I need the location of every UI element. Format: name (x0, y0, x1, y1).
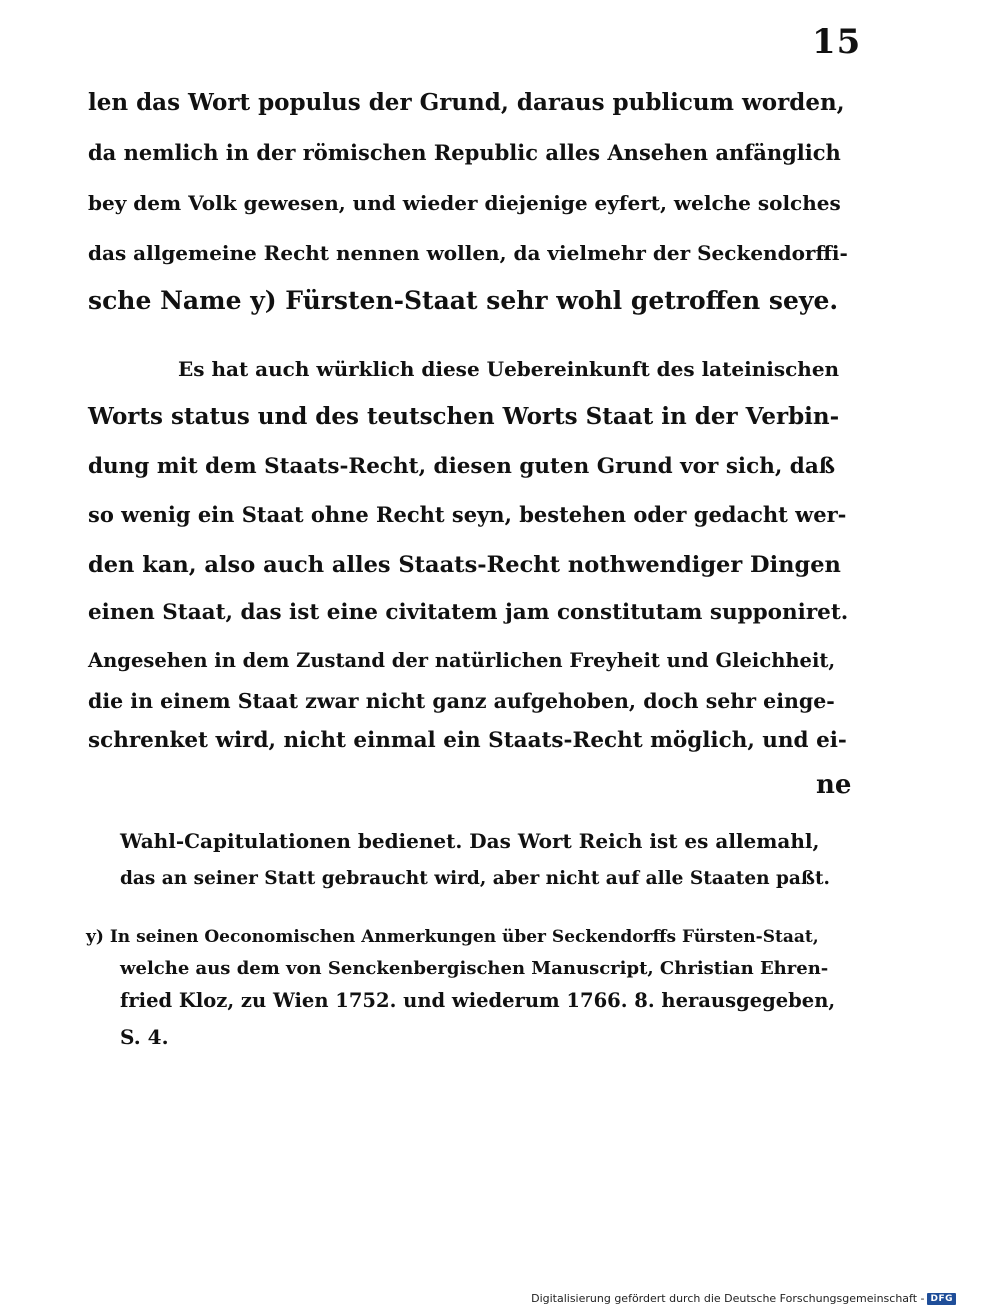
main-text-line: schrenket wird, nicht einmal ein Staats-Recht möglich, und ei- (88, 728, 847, 753)
main-text-line: len das Wort populus der Grund, daraus publicum worden, (88, 89, 845, 116)
main-text-line: sche Name y) Fürsten-Staat sehr wohl getroffen seye. (88, 286, 839, 315)
main-text-line: Worts status und des teutschen Worts Staat in der Verbin- (88, 403, 840, 430)
dfg-logo: DFG (927, 1293, 956, 1305)
footnote-line: Wahl-Capitulationen bedienet. Das Wort Reich ist es allemahl, (120, 829, 820, 853)
catchword: ne (816, 770, 852, 800)
main-text-line: bey dem Volk gewesen, und wieder diejenige eyfert, welche solches (88, 191, 841, 215)
main-text-line: so wenig ein Staat ohne Recht seyn, bestehen oder gedacht wer- (88, 502, 847, 527)
main-text-line: den kan, also auch alles Staats-Recht nothwendiger Dingen (88, 552, 841, 578)
digitization-credit (531, 1292, 956, 1305)
footnote-line: S. 4. (120, 1025, 169, 1049)
footnote-line: fried Kloz, zu Wien 1752. und wiederum 1766. 8. herausgegeben, (120, 989, 836, 1012)
main-text-line: dung mit dem Staats-Recht, diesen guten Grund vor sich, daß (88, 454, 836, 479)
main-text-line: das allgemeine Recht nennen wollen, da vielmehr der Seckendorffi- (88, 241, 848, 265)
main-text-line: Angesehen in dem Zustand der natürlichen Freyheit und Gleichheit, (88, 649, 836, 672)
digitization-credit-text: Digitalisierung gefördert durch die Deutsche Forschungsgemeinschaft - (531, 1292, 925, 1305)
main-text-line: da nemlich in der römischen Republic alles Ansehen anfänglich (88, 140, 841, 165)
footnote-line: y) In seinen Oeconomischen Anmerkungen über Seckendorffs Fürsten-Staat, (86, 927, 819, 947)
footnote-line: das an seiner Statt gebraucht wird, aber nicht auf alle Staaten paßt. (120, 868, 830, 889)
page-number: 15 (812, 22, 862, 62)
main-text-line: einen Staat, das ist eine civitatem jam constitutam supponiret. (88, 600, 849, 625)
footnote-line: welche aus dem von Senckenbergischen Manuscript, Christian Ehren- (120, 958, 829, 979)
main-text-line: Es hat auch würklich diese Uebereinkunft des lateinischen (178, 357, 840, 381)
main-text-line: die in einem Staat zwar nicht ganz aufgehoben, doch sehr einge- (88, 689, 835, 713)
